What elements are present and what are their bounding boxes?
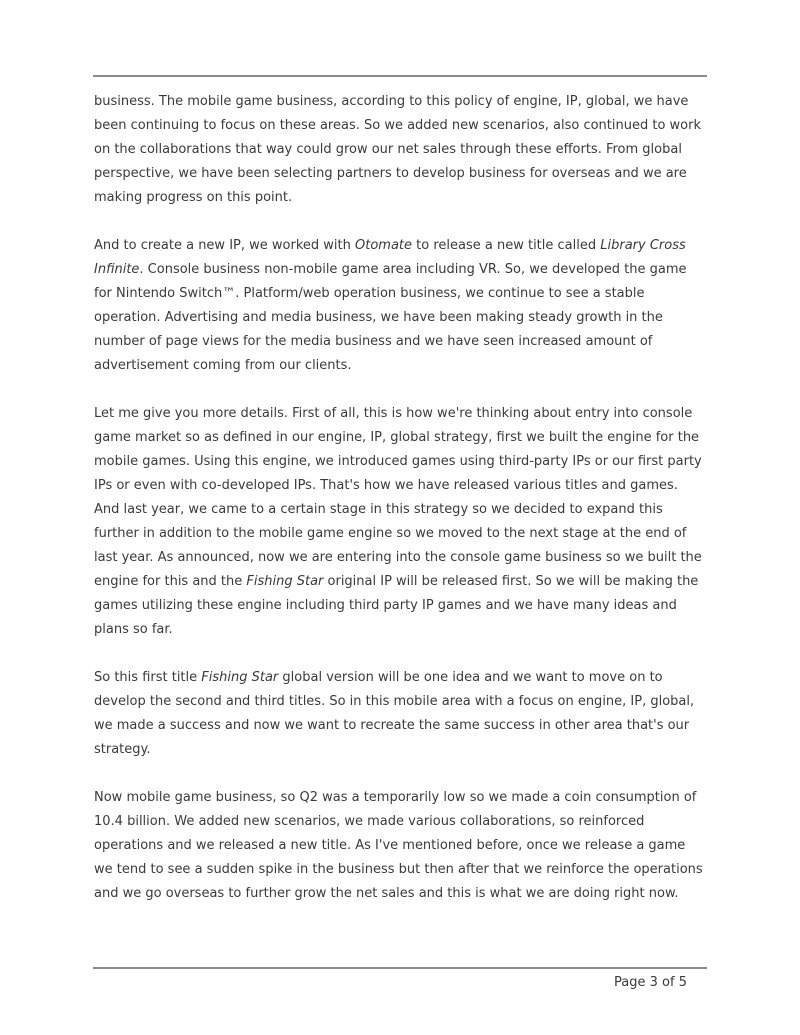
paragraph [94,402,706,642]
page-number: Page 3 of 5 [614,975,687,990]
document-body [94,90,706,930]
text-segment: So this first title [94,670,202,685]
italic-text-segment: Fishing Star [246,574,324,589]
text-segment: And to create a new IP, we worked with [94,238,355,253]
footer-divider [93,967,707,969]
text-segment: original IP will be released first. So we will be making the games utilizing these engine including third party IP games and we have many ideas and plans so far. [94,574,699,637]
paragraph [94,786,706,906]
text-segment: business. The mobile game business, according to this policy of engine, IP, global, we have been continuing to focus on these areas. So we added new scenarios, also continued to work on the collaborations that way could grow our net sales through these efforts. From global perspective, we have been selecting partners to develop business for overseas and we are making progress on this point. [94,94,701,205]
text-segment: Let me give you more details. First of all, this is how we're thinking about entry into console game market so as defined in our engine, IP, global strategy, first we built the engine for the mobile games. Using this engine, we introduced games using third-party IPs or our first party IPs or even with co-developed IPs. That's how we have released various titles and games. And last year, we came to a certain stage in this strategy so we decided to expand this further in addition to the mobile game engine so we moved to the next stage at the end of last year. As announced, now we are entering into the console game business so we built the engine for this and the [94,406,702,589]
text-segment: global version will be one idea and we want to move on to develop the second and third titles. So in this mobile area with a focus on engine, IP, global, we made a success and now we want to recreate the same success in other area that's our strategy. [94,670,695,757]
paragraph [94,234,706,378]
text-segment: Now mobile game business, so Q2 was a temporarily low so we made a coin consumption of 10.4 billion. We added new scenarios, we made various collaborations, so reinforced operations and we released a new title. As I've mentioned before, once we release a game we tend to see a sudden spike in the business but then after that we reinforce the operations and we go overseas to further grow the net sales and this is what we are doing right now. [94,790,703,901]
italic-text-segment: Fishing Star [201,670,279,685]
italic-text-segment: Library Cross Infinite [94,238,686,277]
text-segment: . Console business non-mobile game area including VR. So, we developed the game for Nintendo Switch™. Platform/web operation business, we continue to see a stable operation. Advertising and media business, we have been making steady growth in the number of page views for the media business and we have seen increased amount of advertisement coming from our clients. [94,262,687,373]
paragraph [94,90,706,210]
header-divider [93,75,707,77]
text-segment: to release a new title called [412,238,601,253]
paragraph [94,666,706,762]
italic-text-segment: Otomate [355,238,413,253]
